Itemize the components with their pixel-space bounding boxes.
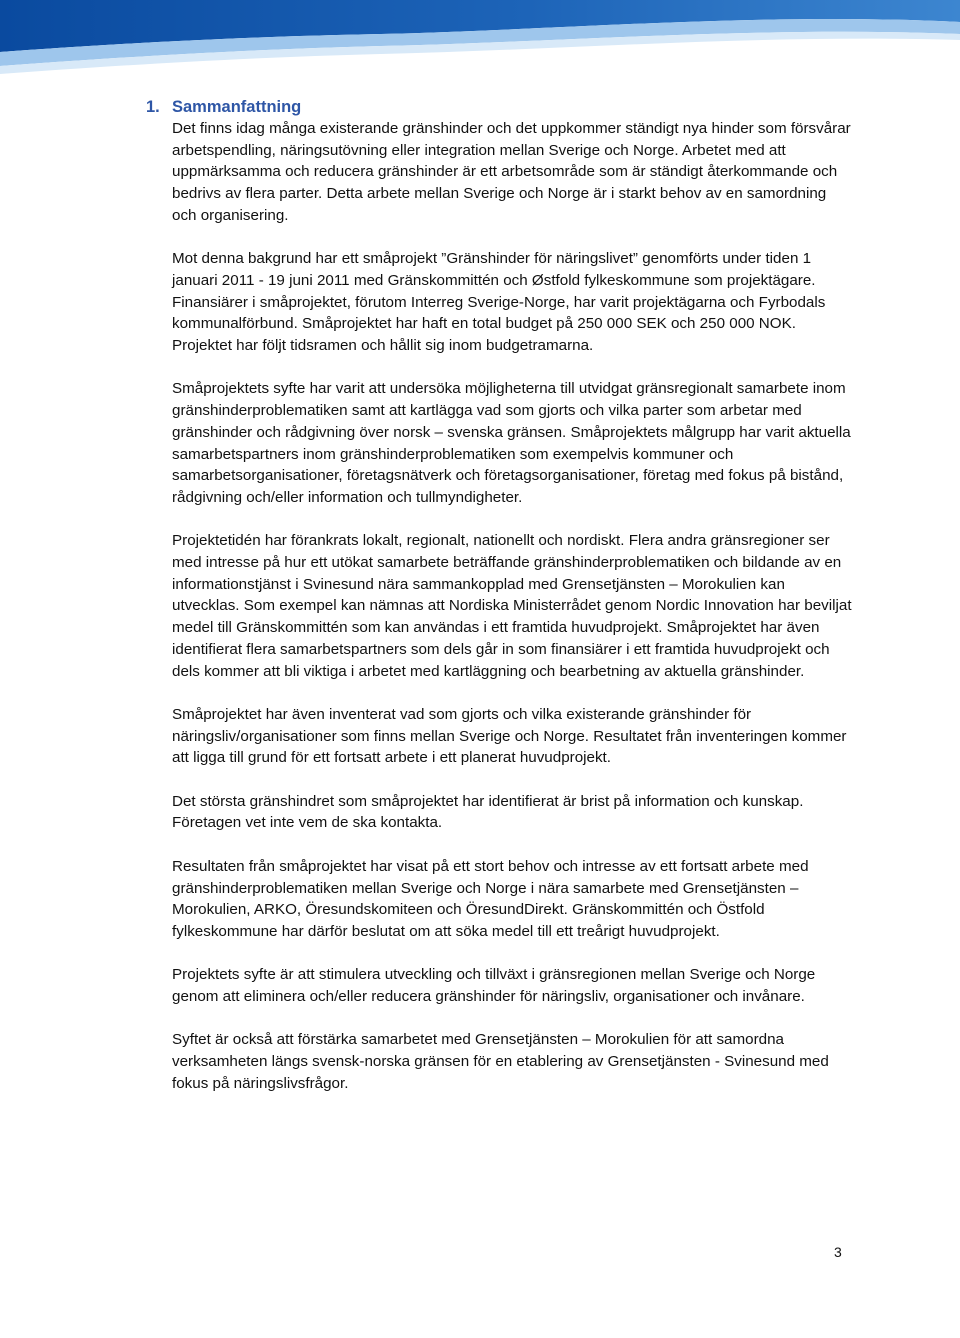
paragraph-main-obstacle: Det största gränshindret som småprojektet har identifierat är brist på information och kunskap. Företagen vet inte vem de ska kontakta. bbox=[172, 792, 804, 832]
paragraph-project-aim: Projektets syfte är att stimulera utveckling och tillväxt i gränsregionen mellan Sverige och Norge genom att eliminera och/eller reducera gränshinder för näringsliv, organisationer och invånare. bbox=[172, 966, 816, 1006]
section-title: Sammanfattning bbox=[172, 98, 302, 116]
paragraph-purpose: Småprojektets syfte har varit att undersöka möjligheterna till utvidgat gränsregionalt samarbete inom gränshinderproblematiken samt att kartlägga vad som gjorts och vilka parter som arbetar med gränshinder och rådgivning över norsk – svenska gränsen. Småprojektets målgrupp har varit aktuella samarbetspartners inom gränshinderproblematiken som exempelvis kommuner och samarbetsorganisationer, företagsnätverk och företagsorganisationer, företag med fokus på bistånd, rådgivning och/eller information och tullmyndigheter. bbox=[172, 380, 851, 506]
section-number: 1. bbox=[146, 98, 160, 116]
paragraph-inventory: Småprojektet har även inventerat vad som gjorts och vilka existerande gränshinder för näringsliv/organisationer som finns mellan Sverige och Norge. Resultatet från inventeringen kommer att ligga till grund för ett fortsatt arbete i ett planerat huvudprojekt. bbox=[172, 705, 847, 767]
paragraph-intro: Det finns idag många existerande gränshinder och det uppkommer ständigt nya hinder som försvårar arbetspendling, näringsutövning eller integration mellan Sverige och Norge. Arbetet med att uppmärksamma och reducera gränshinder är ett arbetsområde som är ständigt återkommande och bedrivs av flera parter. Detta arbete mellan Sverige och Norge är i starkt behov av en samordning och organisering. bbox=[172, 120, 851, 224]
header-wave-banner bbox=[0, 0, 960, 80]
paragraph-background: Mot denna bakgrund har ett småprojekt ”Gränshinder för näringslivet” genomförts under tiden 1 januari 2011 - 19 juni 2011 med Gränskommittén och Østfold fylkeskommune som projektägare. Finansiärer i småprojektet, förutom Interreg Sverige-Norge, har varit projektägarna och Fyrbodals kommunalförbund. Småprojektet har haft en total budget på 250 000 SEK och 250 000 NOK. Projektet har följt tidsramen och hållit sig inom budgetramarna. bbox=[172, 250, 826, 355]
paragraph-anchoring: Projektetidén har förankrats lokalt, regionalt, nationellt och nordiskt. Flera andra gränsregioner ser med intresse på hur ett utökat samarbete beträffande gränshinderproblematiken och bildande av en informationstjänst i Svinesund nära sammankopplad med Grensetjänsten – Morokulien kan utvecklas. Som exempel kan nämnas att Nordiska Ministerrådet genom Nordic Innovation har beviljat medel till Gränskommittén som kan användas i ett framtida huvudprojekt. Småprojektet har även identifierat flera samarbetspartners som dels går in som finansiärer i ett framtida huvudprojekt och dels kommer att bli viktiga i arbetet med kartläggning och bearbetning av aktuella gränshinder. bbox=[172, 532, 852, 680]
document-body bbox=[146, 96, 852, 1116]
section-heading bbox=[146, 96, 852, 118]
paragraph-results: Resultaten från småprojektet har visat på ett stort behov och intresse av ett fortsatt arbete med gränshinderproblematiken mellan Sverige och Norge i nära samarbete med Grensetjänsten – Morokulien, ARKO, Öresundskomiteen och ÖresundDirekt. Gränskommittén och Östfold fylkeskommune har därför beslutat om att söka medel till ett treårigt huvudprojekt. bbox=[172, 857, 809, 940]
paragraph-additional-aim: Syftet är också att förstärka samarbetet med Grensetjänsten – Morokulien för att samordna verksamheten längs svensk-norska gränsen för en etablering av Grensetjänsten - Svinesund med fokus på näringslivsfrågor. bbox=[172, 1031, 829, 1092]
page-number: 3 bbox=[834, 1244, 842, 1260]
